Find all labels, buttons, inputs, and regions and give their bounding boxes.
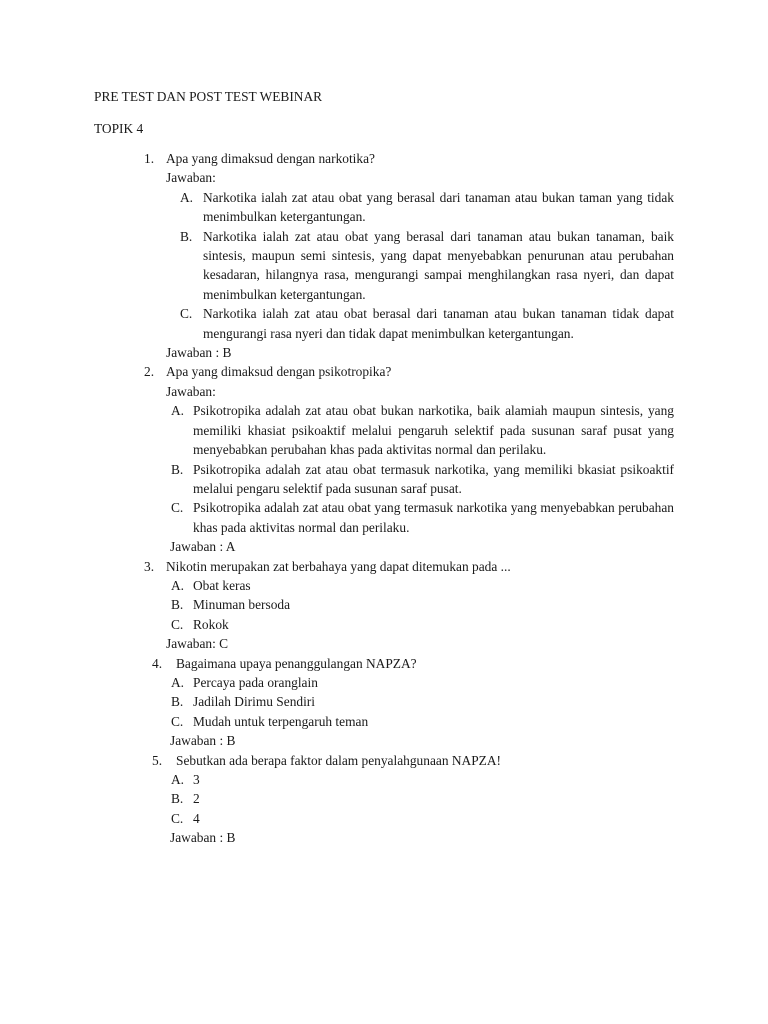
question-4-option-c xyxy=(0,712,674,731)
option-letter: B. xyxy=(171,791,184,807)
question-3-option-b xyxy=(0,595,674,614)
question-4-number: 4. xyxy=(152,655,163,671)
question-3-option-c xyxy=(0,615,674,634)
option-letter: A. xyxy=(171,403,185,419)
option-text: 2 xyxy=(193,791,200,807)
option-text: Mudah untuk terpengaruh teman xyxy=(193,713,369,729)
question-5 xyxy=(0,751,768,848)
question-5-text-row xyxy=(0,751,768,770)
option-text: Percaya pada oranglain xyxy=(193,674,318,690)
option-letter: C. xyxy=(171,616,184,632)
question-5-option-c xyxy=(0,809,674,828)
option-text: Rokok xyxy=(193,616,229,632)
option-text: Narkotika ialah zat atau obat berasal dari tanaman atau bukan tanaman tidak dapat mengurangi rasa nyeri dan tidak dapat menimbulkan ketergantungan. xyxy=(203,306,674,341)
option-text: Psikotropika adalah zat atau obat bukan narkotika, baik alamiah maupun sintesis, yang memiliki khasiat psikoaktif melalui pengaruh selektif pada susunan saraf pusat yang menyebabkan perubahan khas pada aktivitas normal dan perilaku. xyxy=(193,403,674,458)
option-letter: C. xyxy=(171,810,184,826)
question-4-text-row xyxy=(0,654,768,673)
option-letter: A. xyxy=(171,674,185,690)
question-5-option-a xyxy=(0,770,674,789)
question-1-text-row xyxy=(0,149,768,168)
question-3-answer: Jawaban: C xyxy=(166,636,229,652)
question-1-option-b xyxy=(0,227,674,305)
question-4-answer: Jawaban : B xyxy=(170,733,236,749)
option-text: Psikotropika adalah zat atau obat yang termasuk narkotika yang menyebabkan perubahan khas pada aktivitas normal dan perilaku. xyxy=(193,500,674,535)
question-4-option-a xyxy=(0,673,674,692)
option-text: Narkotika ialah zat atau obat yang berasal dari tanaman atau bukan taman yang tidak menimbulkan ketergantungan. xyxy=(203,189,674,225)
option-text: 3 xyxy=(193,772,200,787)
question-5-option-b xyxy=(0,789,674,808)
question-2-text-row xyxy=(0,362,768,381)
question-2-jawaban-label: Jawaban: xyxy=(166,383,216,399)
question-2-option-b xyxy=(0,460,674,499)
question-list xyxy=(0,149,768,848)
question-2-option-c xyxy=(0,498,674,537)
question-5-number: 5. xyxy=(152,752,163,768)
question-2-text: Apa yang dimaksud dengan psikotropika? xyxy=(166,364,392,380)
question-3 xyxy=(0,557,768,654)
question-4-option-b xyxy=(0,692,674,711)
question-3-text: Nikotin merupakan zat berbahaya yang dapat ditemukan pada ... xyxy=(166,558,511,574)
topic-heading: TOPIK 4 xyxy=(94,121,144,136)
option-text: Jadilah Dirimu Sendiri xyxy=(193,694,315,710)
option-text: Obat keras xyxy=(193,577,251,593)
option-text: Psikotropika adalah zat atau obat termasuk narkotika, yang memiliki bkasiat psikoaktif melalui pengaru selektif pada susunan saraf pusat. xyxy=(193,461,674,496)
option-letter: B. xyxy=(171,461,184,477)
question-1-jawaban-label: Jawaban: xyxy=(166,170,216,186)
question-1 xyxy=(0,149,768,362)
option-letter: A. xyxy=(180,189,194,205)
question-3-option-a xyxy=(0,576,674,595)
option-letter: B. xyxy=(171,694,184,710)
question-2-option-a xyxy=(0,401,674,459)
question-4 xyxy=(0,654,768,751)
question-1-answer: Jawaban : B xyxy=(166,345,232,361)
option-letter: C. xyxy=(180,306,193,322)
question-1-text: Apa yang dimaksud dengan narkotika? xyxy=(166,151,375,166)
question-1-option-a xyxy=(0,188,674,227)
question-1-option-c xyxy=(0,304,674,343)
option-letter: C. xyxy=(171,500,184,516)
document-title: PRE TEST DAN POST TEST WEBINAR xyxy=(94,89,323,104)
question-2-number: 2. xyxy=(144,364,155,380)
option-letter: B. xyxy=(180,228,193,244)
option-letter: B. xyxy=(171,597,184,613)
option-text: 4 xyxy=(193,810,200,826)
option-letter: A. xyxy=(171,772,185,787)
option-letter: C. xyxy=(171,713,184,729)
question-4-text: Bagaimana upaya penanggulangan NAPZA? xyxy=(176,655,417,671)
question-1-number: 1. xyxy=(144,151,155,166)
option-text: Narkotika ialah zat atau obat yang berasal dari tanaman atau bukan tanaman, baik sintesis, maupun semi sintesis, yang dapat menyebabkan penurunan atau perubahan kesadaran, hilangnya rasa, mengurangi sampai menghilangkan rasa nyeri, dan dapat menimbulkan ketergantungan. xyxy=(203,228,674,302)
question-3-text-row xyxy=(0,557,768,576)
question-2 xyxy=(0,362,768,556)
question-5-text: Sebutkan ada berapa faktor dalam penyalahgunaan NAPZA! xyxy=(176,752,501,768)
option-text: Minuman bersoda xyxy=(193,597,291,613)
question-3-number: 3. xyxy=(144,558,155,574)
question-5-answer: Jawaban : B xyxy=(170,830,236,846)
option-letter: A. xyxy=(171,577,185,593)
question-2-answer: Jawaban : A xyxy=(170,539,236,555)
